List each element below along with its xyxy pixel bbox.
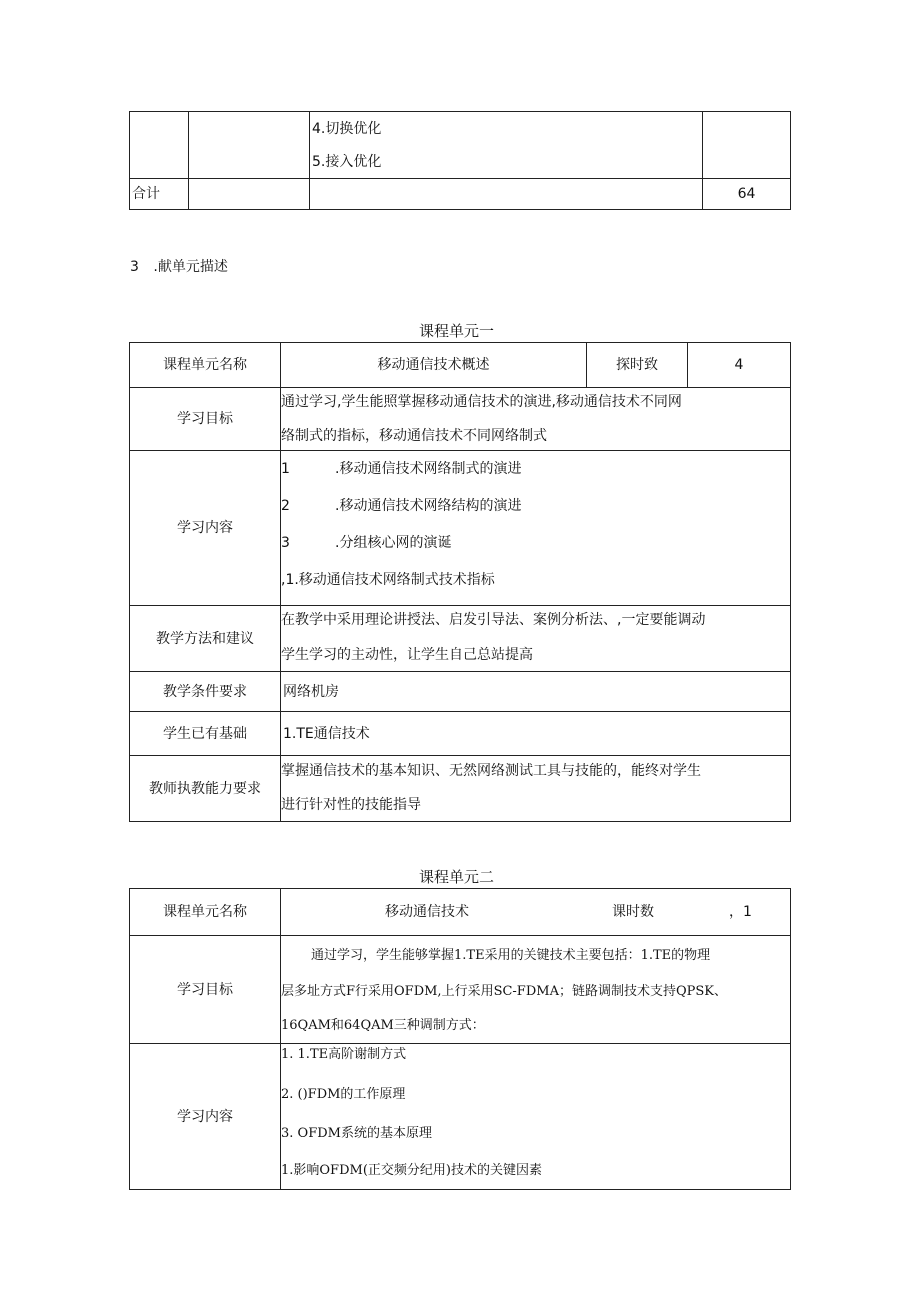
unit1-content-item (281, 488, 790, 525)
unit1-method-line-1: 在教学中采用理论讲授法、启发引导法、案例分析法、,一定要能调动 (281, 612, 706, 628)
unit1-content-extra: ,1.移动通信技术网络制式技术指标 (281, 572, 495, 588)
unit2-goal-line-3: 16QAM和64QAM三种调制方式： (281, 1018, 485, 1033)
section-title: .献单元描述 (153, 259, 228, 275)
item-text: .移动通信技术网络制式的演进 (335, 461, 522, 477)
item-text: .移动通信技术网络结构的演进 (335, 498, 522, 514)
unit2-content-line: 1. 1.TE高阶谢制方式 (281, 1047, 407, 1062)
item-text: .分组核心网的演诞 (335, 535, 452, 551)
unit1-teacher-cell (281, 756, 791, 822)
top-item-4: 4.切换优化 (312, 121, 382, 137)
unit1-teacher-label: 教师执教能力要求 (130, 756, 281, 822)
top-cell-4 (703, 112, 791, 179)
unit1-goal-line-2: 络制式的指标，移动通信技术不同网络制式 (281, 428, 547, 444)
unit2-name-label: 课程单元名称 (130, 889, 281, 936)
unit1-hours-label: 探时致 (587, 343, 688, 388)
unit1-table (129, 342, 791, 822)
unit2-content-line: 2. ()FDM的工作原理 (281, 1087, 406, 1102)
unit1-content-cell (281, 451, 791, 606)
unit1-condition-value: 网络机房 (281, 672, 791, 712)
unit2-goal-line-2: 层多址方式F行采用OFDM,上行采用SC-FDMA；链路调制技术支持QPSK、 (281, 984, 727, 999)
unit2-hours-label: 课时数 (612, 904, 654, 920)
unit2-content-line: 3. OFDM系统的基本原理 (281, 1126, 432, 1141)
unit2-goal-label: 学习目标 (130, 936, 281, 1044)
unit1-method-line-2: 学生学习的主动性，让学生自己总站提高 (281, 647, 533, 663)
unit1-hours-value: 4 (688, 343, 791, 388)
unit1-teacher-line-2: 进行针对性的技能指导 (281, 797, 421, 813)
item-number: 2 (281, 498, 290, 514)
top-cell-2 (189, 112, 310, 179)
unit2-name-value: 移动通信技术 (385, 904, 469, 920)
unit1-goal-label: 学习目标 (130, 388, 281, 451)
unit1-method-label: 教学方法和建议 (130, 606, 281, 672)
top-cell-1 (130, 112, 189, 179)
total-label: 合计 (130, 179, 189, 210)
unit1-goal-cell (281, 388, 791, 451)
total-cell-2 (189, 179, 310, 210)
unit1-content-item (281, 451, 790, 488)
unit1-name-label: 课程单元名称 (130, 343, 281, 388)
unit1-content-label: 学习内容 (130, 451, 281, 606)
unit1-teacher-line-1: 掌握通信技术的基本知识、无然网络测试工具与技能的，能终对学生 (281, 763, 701, 779)
unit2-content-label: 学习内容 (130, 1044, 281, 1190)
unit2-content-line: 1.影响OFDM(正交频分纪用)技术的关键因素 (281, 1163, 542, 1178)
item-number: 1 (281, 461, 290, 477)
unit2-hours-value: ，1 (729, 904, 752, 920)
section-heading (130, 256, 228, 276)
unit2-goal-line-1: 通过学习，学生能够掌握1.TE采用的关键技术主要包括：1.TE的物理 (311, 948, 711, 963)
unit2-name-cell (281, 889, 791, 936)
total-hours: 64 (703, 179, 791, 210)
top-items-cell (310, 112, 703, 179)
unit1-basis-value: 1.TE通信技术 (281, 712, 791, 756)
unit1-basis-label: 学生已有基础 (130, 712, 281, 756)
unit1-content-item (281, 525, 790, 562)
unit2-goal-cell (281, 936, 791, 1044)
unit1-method-cell (281, 606, 791, 672)
unit1-goal-line-1: 通过学习,学生能照掌握移动通信技术的演进,移动通信技术不同网 (281, 394, 682, 410)
unit1-condition-label: 教学条件要求 (130, 672, 281, 712)
unit1-caption: 课程单元一 (419, 322, 495, 340)
unit2-caption: 课程单元二 (419, 868, 495, 886)
top-item-5: 5.接入优化 (312, 154, 382, 170)
top-table (129, 111, 791, 210)
section-number: 3 (130, 259, 139, 275)
unit1-name-value: 移动通信技术概述 (281, 343, 587, 388)
total-cell-3 (310, 179, 703, 210)
unit2-content-cell (281, 1044, 791, 1190)
item-number: 3 (281, 535, 290, 551)
unit2-table (129, 888, 791, 1190)
